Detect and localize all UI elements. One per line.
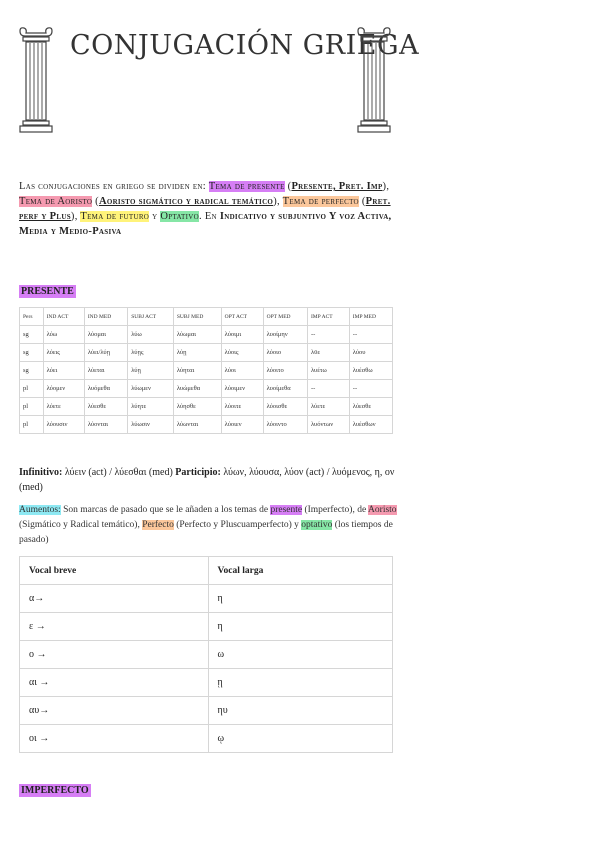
table-row — [20, 725, 393, 753]
table-row — [20, 326, 393, 344]
table-cell: λύωσιν — [128, 416, 174, 434]
presente-detail: Presente, Pret. Imp — [291, 181, 383, 192]
greek-column-icon — [357, 27, 391, 133]
table-header-row — [20, 557, 393, 585]
greek-form: λύων, λύουσα, λύον — [220, 467, 304, 478]
greek-form: λυόμενος, η, ον — [332, 467, 395, 478]
table-cell: λυέτω — [307, 362, 349, 380]
intro-paragraph — [19, 179, 397, 239]
table-cell: λύεις — [43, 344, 84, 362]
intro-text: y — [149, 211, 161, 222]
table-cell: λύονται — [84, 416, 127, 434]
table-cell: αι → — [20, 669, 209, 697]
table-cell: λύεσθε — [349, 398, 392, 416]
intro-text: ( — [284, 181, 292, 192]
perfecto-highlight: Perfecto — [142, 520, 174, 530]
table-cell: λύησθε — [173, 398, 221, 416]
aumentos-text: (Sigmático y Radical temático), — [19, 520, 143, 530]
table-cell: λύοιντο — [263, 416, 307, 434]
column-header: IMP MED — [349, 308, 392, 326]
table-cell: λυόντων — [307, 416, 349, 434]
table-cell: λύοισθε — [263, 398, 307, 416]
column-header: SUBJ ACT — [128, 308, 174, 326]
table-cell: pl — [20, 398, 44, 416]
presente-heading: PRESENTE — [21, 286, 74, 297]
table-cell: λυώμεθα — [173, 380, 221, 398]
column-header: OPT ACT — [221, 308, 263, 326]
aumentos-text: (Imperfecto), de — [302, 505, 369, 515]
intro-text: Las conjugaciones en griego se dividen en: — [19, 181, 209, 192]
intro-text: ), — [382, 181, 390, 192]
intro-text: ( — [92, 196, 99, 207]
column-header: IND ACT — [43, 308, 84, 326]
table-row — [20, 380, 393, 398]
table-cell: λύετε — [43, 398, 84, 416]
presente-conjugation-table — [19, 307, 393, 434]
table-cell: λυοίμην — [263, 326, 307, 344]
table-cell: -- — [349, 326, 392, 344]
table-row — [20, 697, 393, 725]
greek-form: λύεσθαι — [114, 467, 147, 478]
table-cell: α→ — [20, 585, 209, 613]
table-cell: ω — [208, 641, 393, 669]
note-text: (act) / — [303, 467, 333, 478]
table-row — [20, 585, 393, 613]
table-cell: λύῃ — [173, 344, 221, 362]
intro-text: ), — [273, 196, 283, 207]
table-cell: ο → — [20, 641, 209, 669]
aoristo-highlight: Aoristo — [368, 505, 397, 515]
presente-highlight: presente — [270, 505, 303, 515]
table-cell: λύοιμεν — [221, 380, 263, 398]
note-text: (act) / — [85, 467, 115, 478]
table-cell: sg — [20, 362, 44, 380]
infinitive-label: Infinitivo: — [19, 467, 63, 478]
table-cell: η — [208, 613, 393, 641]
tema-perfecto-highlight: Tema de perfecto — [282, 196, 359, 207]
aumentos-text: (los tiempos de pasado) — [19, 520, 393, 545]
table-cell: λύηται — [173, 362, 221, 380]
intro-text: . En — [198, 211, 220, 222]
table-cell: λύωμεν — [128, 380, 174, 398]
aumentos-label: Aumentos: — [19, 505, 61, 515]
table-cell: λύῃ — [128, 362, 174, 380]
table-cell: λυέσθω — [349, 362, 392, 380]
table-cell: λύομεν — [43, 380, 84, 398]
aoristo-detail: Aoristo sigmático y radical temático — [98, 196, 274, 207]
column-header: IMP ACT — [307, 308, 349, 326]
table-cell: οι → — [20, 725, 209, 753]
aumentos-text: (Perfecto y Pluscuamperfecto) y — [173, 520, 302, 530]
table-cell: η — [208, 585, 393, 613]
table-cell: pl — [20, 416, 44, 434]
table-cell: λύω — [43, 326, 84, 344]
table-cell: λύοιεν — [221, 416, 263, 434]
optativo-highlight: Optativo — [160, 211, 199, 222]
column-header: OPT MED — [263, 308, 307, 326]
table-row — [20, 362, 393, 380]
table-row — [20, 416, 393, 434]
column-header: SUBJ MED — [173, 308, 221, 326]
table-cell: λύομαι — [84, 326, 127, 344]
table-cell: λύει/λύῃ — [84, 344, 127, 362]
intro-text: ( — [358, 196, 366, 207]
table-cell: λύητε — [128, 398, 174, 416]
imperfecto-heading: IMPERFECTO — [21, 785, 89, 796]
table-cell: λύετε — [307, 398, 349, 416]
greek-column-icon — [19, 27, 53, 133]
table-cell: λύωμαι — [173, 326, 221, 344]
tema-aoristo-highlight: Tema de Aoristo — [19, 196, 93, 207]
table-cell: λύοιτε — [221, 398, 263, 416]
table-cell: λύου — [349, 344, 392, 362]
table-cell: λύοιμι — [221, 326, 263, 344]
note-text: (med) — [146, 467, 176, 478]
table-cell: λύοιο — [263, 344, 307, 362]
column-header: IND MED — [84, 308, 127, 326]
table-cell: ηυ — [208, 697, 393, 725]
table-cell: λύωνται — [173, 416, 221, 434]
table-row — [20, 398, 393, 416]
table-cell: λυόμεθα — [84, 380, 127, 398]
column-header: Pers — [20, 308, 44, 326]
aumentos-paragraph — [19, 503, 399, 548]
table-header-row — [20, 308, 393, 326]
table-cell: λύοι — [221, 362, 263, 380]
table-row — [20, 641, 393, 669]
intro-text: ), — [70, 211, 81, 222]
table-cell: sg — [20, 344, 44, 362]
table-cell: -- — [349, 380, 392, 398]
column-header: Vocal larga — [208, 557, 393, 585]
table-row — [20, 669, 393, 697]
tema-futuro-highlight: Tema de futuro — [80, 211, 150, 222]
table-cell: αυ→ — [20, 697, 209, 725]
table-cell: sg — [20, 326, 44, 344]
table-cell: pl — [20, 380, 44, 398]
table-cell: λύοιτο — [263, 362, 307, 380]
table-row — [20, 613, 393, 641]
table-cell: λυέσθων — [349, 416, 392, 434]
table-cell: λύεται — [84, 362, 127, 380]
table-cell: λῦε — [307, 344, 349, 362]
infinitive-participle-line — [19, 465, 397, 495]
table-cell: ῳ — [208, 725, 393, 753]
table-cell: -- — [307, 380, 349, 398]
table-cell: λύουσιν — [43, 416, 84, 434]
table-cell: λύεσθε — [84, 398, 127, 416]
greek-form: λύειν — [62, 467, 86, 478]
column-header: Vocal breve — [20, 557, 209, 585]
optativo-highlight: optativo — [301, 520, 333, 530]
note-text: (med) — [19, 482, 43, 493]
tema-presente-highlight: Tema de presente — [208, 181, 285, 192]
page-title: CONJUGACIÓN GRIEGA — [70, 30, 420, 61]
table-row — [20, 344, 393, 362]
aumentos-text: Son marcas de pasado que se le añaden a los temas de — [60, 505, 271, 515]
vowel-augment-table — [19, 556, 393, 753]
table-cell: ε → — [20, 613, 209, 641]
table-cell: λυοίμεθα — [263, 380, 307, 398]
participle-label: Participio: — [175, 467, 221, 478]
table-cell: -- — [307, 326, 349, 344]
modos-text: Indicativo y subjuntivo Y voz Activa, Media y Medio-Pasiva — [19, 211, 392, 237]
perfecto-detail: Pret. perf y Plus — [19, 196, 391, 222]
table-cell: λύει — [43, 362, 84, 380]
table-cell: λύῃς — [128, 344, 174, 362]
table-cell: λύοις — [221, 344, 263, 362]
table-cell: ῃ — [208, 669, 393, 697]
table-cell: λύω — [128, 326, 174, 344]
